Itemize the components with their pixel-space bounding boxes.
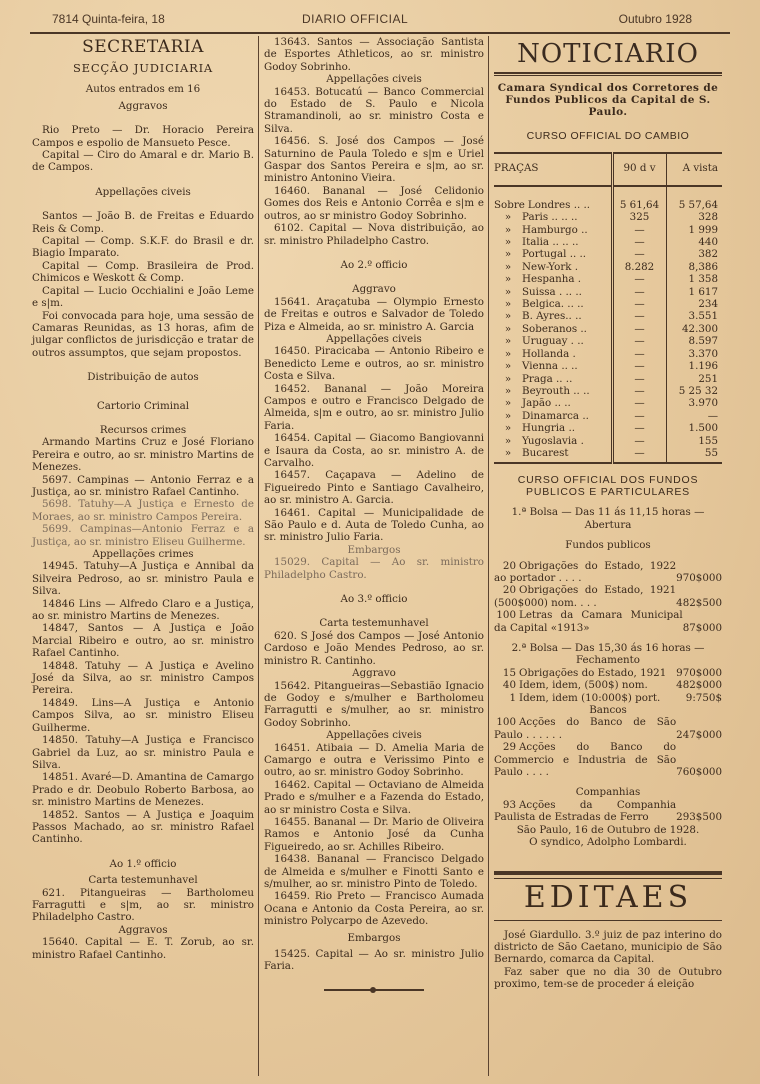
subheading: Companhias — [575, 786, 641, 799]
exchange-row — [494, 422, 722, 434]
exchange-row — [494, 385, 722, 397]
fund-description — [494, 560, 676, 585]
praca-name: Paris .. .. .. — [522, 211, 578, 224]
rate-90dv: — — [612, 348, 666, 360]
ditto-mark: » — [504, 248, 512, 261]
fund-description — [494, 692, 686, 704]
praca-name: Hollanda . — [522, 347, 576, 360]
entry: 14945. Tatuhy—A Justiça e Annibal da Silveira Pedroso, ao sr. ministro Paula e Silva. — [32, 560, 254, 598]
fund-quantity: 93 — [502, 798, 516, 811]
subheading: Embargos — [347, 931, 401, 944]
entry: 15641. Araçatuba — Olympio Ernesto de Freitas e outros e Salvador de Toledo Piza e Almeida, ao sr. ministro A. Garcia — [264, 295, 484, 333]
fund-description — [494, 667, 676, 679]
rate-a-vista: 5 57,64 — [666, 186, 722, 211]
rate-90dv: — — [612, 422, 666, 434]
praca-name: Beyrouth .. .. — [522, 384, 590, 397]
column-header-a-vista: A vista — [666, 153, 722, 185]
rate-a-vista: 440 — [666, 236, 722, 248]
exchange-row — [494, 360, 722, 372]
praca-name: Hespanha . — [522, 273, 582, 286]
rate-a-vista: 1 358 — [666, 273, 722, 285]
bancos-list — [494, 716, 722, 778]
rate-a-vista: 328 — [666, 211, 722, 223]
fund-price: 760$000 — [676, 766, 722, 779]
exchange-row — [494, 397, 722, 409]
fund-quantity: 100 — [496, 716, 516, 729]
fund-description — [494, 584, 676, 609]
subheading: Appellações civeis — [326, 729, 422, 742]
praca-name: Italia .. .. .. — [522, 236, 579, 249]
rate-a-vista: 3.370 — [666, 348, 722, 360]
subheading: Distribuição de autos — [87, 371, 199, 384]
praca-cell — [494, 373, 612, 385]
issue-date: Outubro 1928 — [618, 12, 692, 26]
exchange-row — [494, 373, 722, 385]
rate-90dv: — — [612, 286, 666, 298]
entry: Capital — Comp. Brasileira de Prod. Chimicos e Weskott & Comp. — [32, 259, 254, 285]
fund-row — [494, 609, 722, 634]
rate-a-vista: 155 — [666, 435, 722, 447]
subheading: Aggravo — [352, 283, 396, 296]
entry: 16454. Capital — Giacomo Bangiovanni e Isaura da Costa, ao sr. ministro A. de Carvalho. — [264, 432, 484, 469]
praca-cell — [494, 261, 612, 273]
exchange-row — [494, 323, 722, 335]
fund-price: 970$000 — [676, 666, 722, 679]
rate-a-vista: — — [666, 410, 722, 422]
section-title: EDITAES — [523, 879, 693, 915]
rate-90dv: — — [612, 323, 666, 335]
page-header — [30, 8, 730, 32]
exchange-row — [494, 273, 722, 285]
subheading: Recursos crimes — [99, 423, 187, 436]
fund-price: 293$500 — [676, 811, 722, 824]
fund-name: Idem, idem, (500$) nom. — [519, 679, 648, 692]
praca-cell — [494, 224, 612, 236]
exchange-row — [494, 298, 722, 310]
praca-cell — [494, 323, 612, 335]
subheading: Cartorio Criminal — [96, 399, 190, 412]
camara-heading: Camara Syndical dos Corretores de Fundos Publicos da Capital de S. Paulo. — [497, 82, 719, 118]
rate-90dv: — — [612, 435, 666, 447]
ditto-mark: » — [504, 360, 512, 373]
entry: 16450. Piracicaba — Antonio Ribeiro e Benedicto Leme e outros, ao sr. ministro Costa e Silva. — [264, 345, 484, 383]
rate-90dv: — — [612, 298, 666, 310]
entry: 16455. Bananal — Dr. Mario de Oliveira Ramos e Antonio José da Cunha Figueiredo, ao sr. Achilles Ribeiro. — [264, 815, 484, 853]
table-header-row — [494, 153, 722, 185]
praca-cell — [494, 248, 612, 260]
exchange-row — [494, 310, 722, 322]
entry: 13643. Santos — Associação Santista de Esportes Athleticos, ao sr. ministro Godoy Sobrinho. — [264, 36, 484, 73]
subheading: Carta testemunhavel — [88, 874, 198, 887]
entry: Rio Preto — Dr. Horacio Pereira Campos e espolio de Mansueto Pesce. — [32, 124, 254, 149]
exchange-row — [494, 248, 722, 260]
entry: 16460. Bananal — José Celidonio Gomes dos Reis e Antonio Corrêa e s|m e outros, ao sr ministro Godoy Sobrinho. — [264, 184, 484, 222]
subheading: Ao 2.º officio — [340, 258, 408, 271]
praca-name: Dinamarca .. — [522, 409, 589, 422]
rate-90dv: — — [612, 224, 666, 236]
subheading: Carta testemunhavel — [319, 617, 429, 630]
column-secretaria — [32, 36, 254, 961]
rate-90dv: — — [612, 273, 666, 285]
ditto-mark: » — [504, 409, 512, 422]
rate-a-vista: 3.970 — [666, 397, 722, 409]
rate-90dv: — — [612, 236, 666, 248]
fund-quantity: 1 — [509, 691, 516, 704]
fund-price: 247$000 — [676, 728, 722, 741]
praca-cell — [494, 298, 612, 310]
entry: 16459. Rio Preto — Francisco Aumada Ocana e Antonio da Costa Pereira, ao sr. ministro Polycarpo de Azevedo. — [264, 890, 484, 928]
rate-a-vista: 234 — [666, 298, 722, 310]
fund-description — [494, 741, 676, 778]
rate-a-vista: 5 25 32 — [666, 385, 722, 397]
section-subtitle: SECÇÃO JUDICIARIA — [72, 61, 214, 75]
fund-row — [494, 667, 722, 679]
entry: 620. S José dos Campos — José Antonio Cardoso e João Mendes Pedroso, ao sr. ministro R. Cantinho. — [264, 629, 484, 667]
fund-price: 9:750$ — [685, 691, 722, 704]
rate-90dv: — — [612, 360, 666, 372]
rate-90dv: 325 — [612, 211, 666, 223]
edital-paragraph: José Giardullo. 3.º juiz de paz interino do districto de São Caetano, municipio de São Bernardo, comarca da Capital. — [494, 928, 722, 966]
exchange-row — [494, 261, 722, 273]
entry: 16452. Bananal — João Moreira Campos e outro e Francisco Delgado de Almeida, s|m e outro, ao sr. ministro Julio Faria. — [264, 382, 484, 432]
ditto-mark: » — [504, 372, 512, 385]
title-rule — [494, 72, 722, 76]
rate-a-vista: 8,386 — [666, 261, 722, 273]
rate-a-vista: 382 — [666, 248, 722, 260]
column-distribution — [264, 36, 484, 991]
praca-cell — [494, 211, 612, 223]
column-divider — [258, 36, 259, 1076]
exchange-row — [494, 186, 722, 211]
sobre-label: Sobre — [494, 198, 525, 211]
fund-quantity: 20 — [502, 584, 516, 597]
praca-name: Praga .. .. — [522, 372, 573, 385]
ditto-mark: » — [504, 347, 512, 360]
entry: 15642. Pitangueiras—Sebastião Ignacio de Godoy e s/mulher e Bartholomeu Farragutti e s/mulher, ao sr. ministro Godoy Sobrinho. — [264, 679, 484, 729]
fund-row — [494, 679, 722, 691]
subheading: Appellações civeis — [95, 185, 191, 198]
praca-cell — [494, 273, 612, 285]
subheading: Fundos publicos — [565, 539, 651, 552]
praca-name: Uruguay . .. — [522, 335, 584, 348]
section-title: SECRETARIA — [82, 37, 204, 57]
fund-row — [494, 799, 722, 824]
rate-a-vista: 42.300 — [666, 323, 722, 335]
fund-row — [494, 741, 722, 778]
entry: Capital — Comp. S.K.F. do Brasil e dr. Biagio Imparato. — [32, 235, 254, 260]
praca-cell — [494, 422, 612, 434]
fund-price: 970$000 — [676, 571, 722, 584]
exchange-row — [494, 335, 722, 347]
entry: 14849. Lins—A Justiça e Antonio Campos Silva, ao sr. ministro Eliseu Guilherme. — [32, 696, 254, 734]
entry: 16453. Botucatú — Banco Commercial do Estado de S. Paulo e Nicola Stramandinoli, ao sr. ministro Costa e Silva. — [264, 85, 484, 135]
newspaper-title: DIARIO OFFICIAL — [302, 12, 409, 26]
entry: 14847, Santos — A Justiça e João Marcial Ribeiro e outro, ao sr. ministro Rafael Cantinho. — [32, 622, 254, 660]
entry: 14848. Tatuhy — A Justiça e Avelino José da Silva, ao sr. ministro Campos Pereira. — [32, 659, 254, 697]
bolsa2-list — [494, 667, 722, 704]
praca-name: New-York . — [522, 260, 579, 273]
entry: 15640. Capital — E. T. Zorub, ao sr. ministro Rafael Cantinho. — [32, 936, 254, 961]
entry: 14846 Lins — Alfredo Claro e a Justiça, ao sr. ministro Martins de Menezes. — [32, 597, 254, 623]
fund-price: 87$000 — [682, 621, 722, 634]
entry: 5698. Tatuhy—A Justiça e Ernesto de Moraes, ao sr. ministro Campos Pereira. — [32, 498, 254, 523]
fund-price: 482$500 — [676, 596, 722, 609]
subheading: Appellações civeis — [326, 73, 422, 86]
entry: Capital — Ciro do Amaral e dr. Mario B. de Campos. — [32, 149, 254, 174]
curso-cambio-heading: CURSO OFFICIAL DO CAMBIO — [526, 130, 690, 142]
fund-name: Acções do Banco do Commercio e Industria de São Paulo . . . . — [494, 741, 677, 779]
column-header-90dv: 90 d v — [612, 153, 666, 185]
exchange-row — [494, 410, 722, 422]
rate-90dv: — — [612, 447, 666, 463]
rate-a-vista: 1 999 — [666, 224, 722, 236]
praca-name: Bucarest — [522, 446, 569, 459]
rate-90dv: 5 61,64 — [612, 186, 666, 211]
column-divider — [488, 36, 489, 1076]
praca-name: B. Ayres.. .. — [522, 310, 582, 323]
rule — [494, 871, 722, 875]
signature-line: O syndico, Adolpho Lombardi. — [529, 836, 687, 849]
bolsa-heading: 1.ª Bolsa — Das 11 ás 11,15 horas — Abertura — [511, 506, 705, 531]
rate-a-vista: 8.597 — [666, 335, 722, 347]
praca-name: Yugoslavia . — [522, 434, 584, 447]
exchange-row — [494, 286, 722, 298]
rule — [494, 920, 722, 921]
rate-90dv: 8.282 — [612, 261, 666, 273]
praca-cell — [494, 397, 612, 409]
rate-a-vista: 1.196 — [666, 360, 722, 372]
subheading: Aggravos — [118, 923, 168, 936]
exchange-row — [494, 348, 722, 360]
ditto-mark: » — [504, 260, 512, 273]
fund-row — [494, 716, 722, 741]
praca-cell — [494, 310, 612, 322]
ditto-mark: » — [504, 223, 512, 236]
fund-name: Obrigações do Estado, 1921 (500$000) nom. . . . — [494, 584, 677, 609]
fund-name: Acções do Banco de São Paulo . . . . . . — [494, 716, 677, 741]
entry: Capital — Lucio Occhialini e João Leme e s|m. — [32, 284, 254, 310]
fund-name: Letras da Camara Municipal da Capital «1913» — [494, 609, 683, 634]
praca-cell — [494, 186, 612, 211]
fund-description — [494, 799, 676, 824]
ditto-mark: » — [504, 273, 512, 286]
header-rule — [30, 32, 730, 34]
praca-cell — [494, 348, 612, 360]
praca-name: Suissa . .. .. — [522, 285, 582, 298]
entry: 621. Pitangueiras — Bartholomeu Farragutti e s|m, ao sr. ministro Philadelpho Castro. — [32, 886, 254, 924]
ditto-mark: » — [504, 446, 512, 459]
fund-name: Obrigações do Estado, 1922 ao portador . . . . — [494, 559, 677, 584]
subheading: Embargos — [347, 543, 401, 556]
praca-name: Hamburgo .. — [522, 223, 588, 236]
praca-cell — [494, 236, 612, 248]
praca-name: Portugal .. .. — [522, 248, 587, 261]
praca-cell — [494, 286, 612, 298]
fund-name: Obrigações do Estado, 1921 — [519, 666, 667, 679]
exchange-row — [494, 211, 722, 223]
ditto-mark: » — [504, 236, 512, 249]
rate-a-vista: 1.500 — [666, 422, 722, 434]
entry: 16456. S. José dos Campos — José Saturnino de Paula Toledo e s|m e Uriel Gaspar dos Santos Pereira e s|m, ao sr. ministro Antonino Vieira. — [264, 135, 484, 185]
fund-row — [494, 692, 722, 704]
entry: 14850. Tatuhy—A Justiça e Francisco Gabriel da Luz, ao sr. ministro Paula e Silva. — [32, 734, 254, 771]
fund-quantity: 15 — [502, 666, 516, 679]
praca-cell — [494, 410, 612, 422]
ditto-mark: » — [504, 422, 512, 435]
ditto-mark: » — [504, 211, 512, 224]
fund-name: Idem, idem (10:000$) port. — [519, 691, 661, 704]
edital-paragraph: Faz saber que no dia 30 de Outubro proximo, tem-se de proceder á eleição — [494, 965, 722, 991]
fund-name: Acções da Companhia Paulista de Estradas de Ferro — [494, 798, 677, 824]
entry: 16462. Capital — Octaviano de Almeida Prado e s/mulher e a Fazenda do Estado, ao sr ministro Costa e Silva. — [264, 778, 484, 816]
praca-name: Belgica. .. .. — [522, 298, 584, 311]
praca-name: Soberanos .. — [522, 322, 587, 335]
editaes-section — [494, 871, 722, 991]
ditto-mark: » — [504, 434, 512, 447]
praca-name: Japão .. .. — [522, 397, 571, 410]
ditto-mark: » — [504, 310, 512, 323]
praca-cell — [494, 360, 612, 372]
rate-a-vista: 3.551 — [666, 310, 722, 322]
subheading: Aggravos — [118, 99, 168, 112]
entry: 5699. Campinas—Antonio Ferraz e a Justiça, ao sr. ministro Eliseu Guilherme. — [32, 523, 254, 548]
notice-paragraph: Foi convocada para hoje, uma sessão de Camaras Reunidas, as 13 horas, afim de julgar conflictos de jurisdicção e tratar de outros assumptos, que sejam propostos. — [32, 309, 254, 359]
fund-quantity: 29 — [502, 741, 516, 754]
entry: 16451. Atibaia — D. Amelia Maria de Camargo e outra e Verissimo Pinto e outro, ao sr. ministro Godoy Sobrinho. — [264, 741, 484, 779]
entry: Armando Martins Cruz e José Floriano Pereira e outro, ao sr. ministro Martins de Menezes. — [32, 436, 254, 474]
entry: 16461. Capital — Municipalidade de São Paulo e d. Auta de Toledo Cunha, ao sr. ministro Julio Faria. — [264, 506, 484, 544]
entry: 15425. Capital — Ao sr. ministro Julio Faria. — [264, 948, 484, 973]
rate-90dv: — — [612, 397, 666, 409]
fund-description — [494, 716, 676, 741]
subheading: Ao 1.º officio — [109, 857, 177, 870]
subheading: Appellações civeis — [326, 332, 422, 345]
rate-90dv: — — [612, 385, 666, 397]
entry: 14852. Santos — A Justiça e Joaquim Passos Machado, ao sr. ministro Rafael Cantinho. — [32, 808, 254, 846]
bolsa1-list — [494, 560, 722, 634]
rate-a-vista: 55 — [666, 447, 722, 463]
fund-description — [494, 609, 683, 634]
ditto-mark: » — [504, 384, 512, 397]
companhias-list — [494, 799, 722, 824]
entry: 15029. Capital — Ao sr. ministro Philadelpho Castro. — [264, 556, 484, 581]
fundos-heading: CURSO OFFICIAL DOS FUNDOS PUBLICOS E PARTICULARES — [517, 474, 699, 499]
entry: 16438. Bananal — Francisco Delgado de Almeida e s/mulher e Finotti Santo e s/mulher, ao sr. ministro Pinto de Toledo. — [264, 853, 484, 890]
rate-90dv: — — [612, 335, 666, 347]
rate-a-vista: 1 617 — [666, 286, 722, 298]
praca-name: Londres .. .. — [527, 198, 591, 211]
ornament-divider — [324, 989, 424, 991]
praca-cell — [494, 435, 612, 447]
column-header-pracas: PRAÇAS — [494, 153, 612, 185]
subheading: Appellações crimes — [92, 548, 194, 560]
fund-quantity: 20 — [502, 559, 516, 572]
fund-row — [494, 584, 722, 609]
subheading: Bancos — [589, 704, 627, 717]
date-line: São Paulo, 16 de Outubro de 1928. — [516, 823, 700, 836]
ditto-mark: » — [504, 335, 512, 348]
ditto-mark: » — [504, 322, 512, 335]
exchange-row — [494, 435, 722, 447]
entry: 16457. Caçapava — Adelino de Figueiredo Pinto e Santiago Cavalheiro, ao sr. ministro A. Garcia. — [264, 469, 484, 507]
fund-quantity: 100 — [496, 609, 516, 622]
subheading: Autos entrados em 16 — [85, 83, 201, 96]
section-title: NOTICIARIO — [517, 39, 699, 69]
rate-90dv: — — [612, 248, 666, 260]
rate-90dv: — — [612, 373, 666, 385]
exchange-row — [494, 224, 722, 236]
ditto-mark: » — [504, 298, 512, 311]
entry: 5697. Campinas — Antonio Ferraz e a Justiça, ao sr. ministro Rafael Cantinho. — [32, 473, 254, 498]
subheading: Aggravo — [352, 667, 396, 680]
bolsa-heading: 2.ª Bolsa — Das 15,30 ás 16 horas — Fechamento — [511, 642, 705, 667]
subheading: Ao 3.º officio — [340, 593, 408, 606]
column-noticiario — [494, 36, 722, 991]
exchange-row — [494, 236, 722, 248]
praca-name: Hungria .. — [522, 422, 576, 435]
fund-quantity: 40 — [502, 679, 516, 692]
praca-name: Vienna .. .. — [522, 360, 578, 373]
praca-cell — [494, 447, 612, 463]
rate-90dv: — — [612, 410, 666, 422]
page-number-date: 7814 Quinta-feira, 18 — [52, 12, 165, 26]
exchange-rate-table — [494, 152, 722, 464]
ditto-mark: » — [504, 285, 512, 298]
entry: 14851. Avaré—D. Amantina de Camargo Prado e dr. Deobulo Roberto Barbosa, ao sr. ministro Martins de Menezes. — [32, 771, 254, 809]
praca-cell — [494, 385, 612, 397]
entry: Santos — João B. de Freitas e Eduardo Reis & Comp. — [32, 210, 254, 235]
ditto-mark: » — [504, 397, 512, 410]
fund-description — [494, 679, 676, 691]
rate-a-vista: 251 — [666, 373, 722, 385]
entry: 6102. Capital — Nova distribuição, ao sr. ministro Philadelpho Castro. — [264, 222, 484, 247]
praca-cell — [494, 335, 612, 347]
exchange-rate-rows — [494, 186, 722, 464]
exchange-row — [494, 447, 722, 463]
fund-row — [494, 560, 722, 585]
fund-price: 482$000 — [676, 679, 722, 692]
rate-90dv: — — [612, 310, 666, 322]
